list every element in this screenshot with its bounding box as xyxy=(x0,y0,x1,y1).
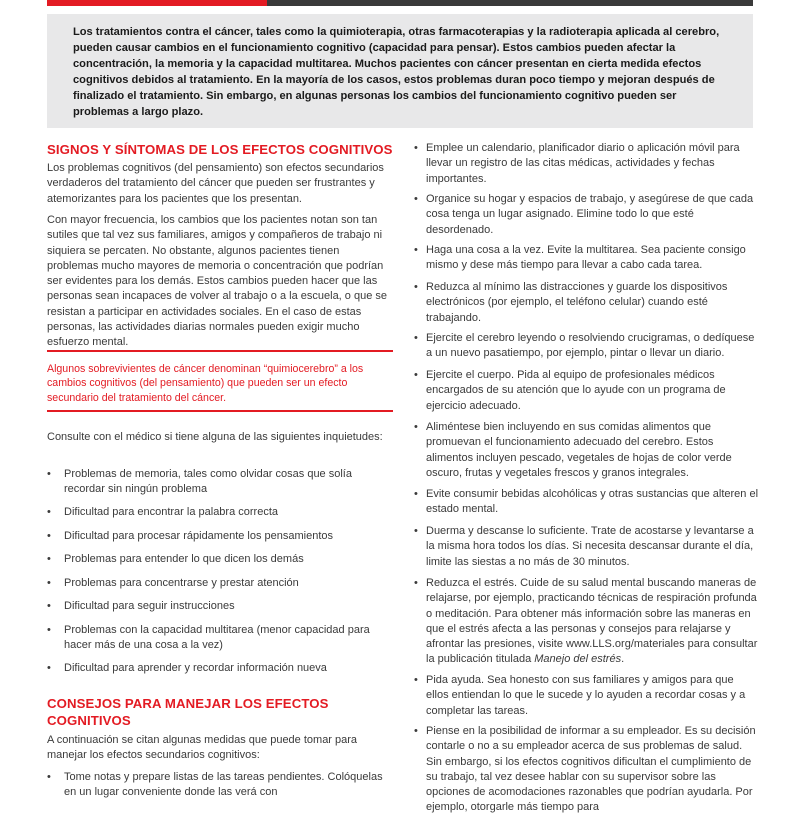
bullet-icon: • xyxy=(414,725,418,737)
stress-tip-text: Reduzca el estrés. Cuide de su salud mental buscando maneras de relajarse, por ejemplo, practicando técnicas de respiración profunda o meditación. Para obtener más información sobre las maneras en que el estrés afecta a las personas y consejos para relajarse y afrontar las presiones, visite www.LLS.org/materiales para consultar la publicación titulada xyxy=(426,577,758,666)
list-item: • Tome notas y prepare listas de las tareas pendientes. Colóquelas en un lugar conveniente donde las verá con xyxy=(47,771,383,799)
list-item: • Problemas con la capacidad multitarea (menor capacidad para hacer más de una cosa a la vez) xyxy=(47,624,370,652)
list-item: • Dificultad para encontrar la palabra correcta xyxy=(47,505,393,520)
bullet-icon: • xyxy=(47,624,51,636)
list-item: • Problemas de memoria, tales como olvidar cosas que solía recordar sin ningún problema xyxy=(47,468,352,496)
stress-publication-title: Manejo del estrés xyxy=(534,653,622,666)
bullet-icon: • xyxy=(47,600,51,612)
top-bar-accent xyxy=(47,0,267,6)
top-bar-dark xyxy=(267,0,753,6)
callout-bottom-rule xyxy=(47,410,393,412)
list-item: • Ejercite el cerebro leyendo o resolviendo crucigramas, o dedíquese a un nuevo pasatiempo, por ejemplo, pintar o llevar un diario. xyxy=(414,332,755,360)
paragraph-tips-intro: A continuación se citan algunas medidas que puede tomar para manejar los efectos secundarios cognitivos: xyxy=(47,734,358,762)
list-item: • Aliméntese bien incluyendo en sus comidas alimentos que promuevan el funcionamiento adecuado del cerebro. Estos alimentos incluyen pescado, vegetales de hojas de color verde oscuro, frutas y vegetales frescos y granos integrales. xyxy=(414,421,732,479)
list-item: • Evite consumir bebidas alcohólicas y otras sustancias que alteren el estado mental. xyxy=(414,488,759,516)
list-item: • Reduzca el estrés. Cuide de su salud mental buscando maneras de relajarse, por ejemplo, practicando técnicas de respiración profunda o meditación. Para obtener más información sobre las maneras en que el estrés afecta a las personas y consejos para relajarse y afrontar las presiones, visite www.LLS.org/materiales para consultar la publicación titulada Manejo del estrés. xyxy=(414,577,758,666)
bullet-icon: • xyxy=(47,771,51,783)
bullet-icon: • xyxy=(47,662,51,674)
bullet-icon: • xyxy=(414,577,418,589)
list-item: • Piense en la posibilidad de informar a su empleador. Es su decisión contarle o no a su empleador acerca de sus problemas de salud. Sin embargo, si los efectos cognitivos dificultan el cumplimiento de su trabajo, tal vez desee hablar con su supervisor sobre las opciones de acomodaciones razonables que podrían ayudarla. Por ejemplo, otorgarle más tiempo para xyxy=(414,725,756,814)
bullet-icon: • xyxy=(414,488,418,500)
callout-quimiocerebro: Algunos sobrevivientes de cáncer denominan “quimiocerebro” a los cambios cognitivos (del pensamiento) que pueden ser un efecto secundario del tratamiento del cáncer. xyxy=(47,363,364,404)
bullet-icon: • xyxy=(47,577,51,589)
list-item: • Dificultad para procesar rápidamente los pensamientos xyxy=(47,529,393,544)
paragraph-intro: Los problemas cognitivos (del pensamiento) son efectos secundarios verdaderos del tratamiento del cáncer que pueden ser frustrantes y atemorizantes para los pacientes que los presentan. xyxy=(47,162,384,205)
bullet-icon: • xyxy=(414,332,418,344)
bullet-icon: • xyxy=(414,281,418,293)
paragraph-consult: Consulte con el médico si tiene alguna de las siguientes inquietudes: xyxy=(47,431,383,443)
list-item: • Reduzca al mínimo las distracciones y guarde los dispositivos electrónicos (por ejemplo, el teléfono celular) cuando esté trabajando. xyxy=(414,281,728,324)
list-item: • Haga una cosa a la vez. Evite la multitarea. Sea paciente consigo mismo y dese más tiempo para llevar a cabo cada tarea. xyxy=(414,244,746,272)
section-heading-signs: SIGNOS Y SÍNTOMAS DE LOS EFECTOS COGNITIVOS xyxy=(47,142,393,157)
bullet-icon: • xyxy=(414,142,418,154)
bullet-icon: • xyxy=(47,468,51,480)
bullet-icon: • xyxy=(414,525,418,537)
list-item: • Ejercite el cuerpo. Pida al equipo de profesionales médicos encargados de su atención que lo ayude con un programa de ejercicio adecuado. xyxy=(414,369,726,412)
list-item: • Dificultad para aprender y recordar información nueva xyxy=(47,661,393,676)
list-item: • Organice su hogar y espacios de trabajo, y asegúrese de que cada cosa tenga un lugar asignado. Elimine todo lo que esté desordenado. xyxy=(414,193,754,236)
bullet-icon: • xyxy=(414,421,418,433)
bullet-icon: • xyxy=(414,369,418,381)
list-item: • Duerma y descanse lo suficiente. Trate de acostarse y levantarse a la misma hora todos los días. Si necesita descansar durante el día, limite las siestas a no más de 30 minutos. xyxy=(414,525,754,568)
bullet-icon: • xyxy=(47,530,51,542)
list-item: • Pida ayuda. Sea honesto con sus familiares y amigos para que ellos entiendan lo que le sucede y lo ayuden a recordar cosas y a completar las tareas. xyxy=(414,674,746,717)
list-item: • Problemas para concentrarse y prestar atención xyxy=(47,576,393,591)
top-bar xyxy=(0,0,800,6)
bullet-icon: • xyxy=(47,506,51,518)
section-heading-tips: CONSEJOS PARA MANEJAR LOS EFECTOS COGNITIVOS xyxy=(47,696,329,728)
bullet-icon: • xyxy=(414,244,418,256)
bullet-icon: • xyxy=(47,553,51,565)
callout-top-rule xyxy=(47,350,393,352)
list-item: • Dificultad para seguir instrucciones xyxy=(47,599,393,614)
bullet-icon: • xyxy=(414,193,418,205)
list-item: • Emplee un calendario, planificador diario o aplicación móvil para llevar un registro de las citas médicas, actividades y fechas importantes. xyxy=(414,142,740,185)
paragraph-changes: Con mayor frecuencia, los cambios que los pacientes notan son tan sutiles que tal vez sus familiares, amigos y compañeros de trabajo ni siquiera se percaten. No obstante, algunos pacientes tienen problemas mucho mayores de memoria o concentración que podrían ser evidentes para los demás. Estos cambios pueden hacer que las personas sean incapaces de volver al trabajo o a la escuela, o que se resistan a participar en actividades sociales. En el caso de estas personas, las actividades diarias normales pueden exigir mucho esfuerzo mental. xyxy=(47,214,387,349)
list-item: • Problemas para entender lo que dicen los demás xyxy=(47,552,393,567)
intro-box: Los tratamientos contra el cáncer, tales como la quimioterapia, otras farmacoterapias y la radioterapia aplicada al cerebro, pueden causar cambios en el funcionamiento cognitivo (capacidad para pensar). Estos cambios pueden afectar la concentración, la memoria y la capacidad multitarea. Muchos pacientes con cáncer presentan en cierta medida efectos cognitivos debidos al tratamiento. En la mayoría de los casos, estos problemas duran poco tiempo y mejoran después de finalizado el tratamiento. Sin embargo, en algunas personas los cambios del funcionamiento cognitivo pueden ser problemas a largo plazo. xyxy=(47,14,753,128)
bullet-icon: • xyxy=(414,674,418,686)
